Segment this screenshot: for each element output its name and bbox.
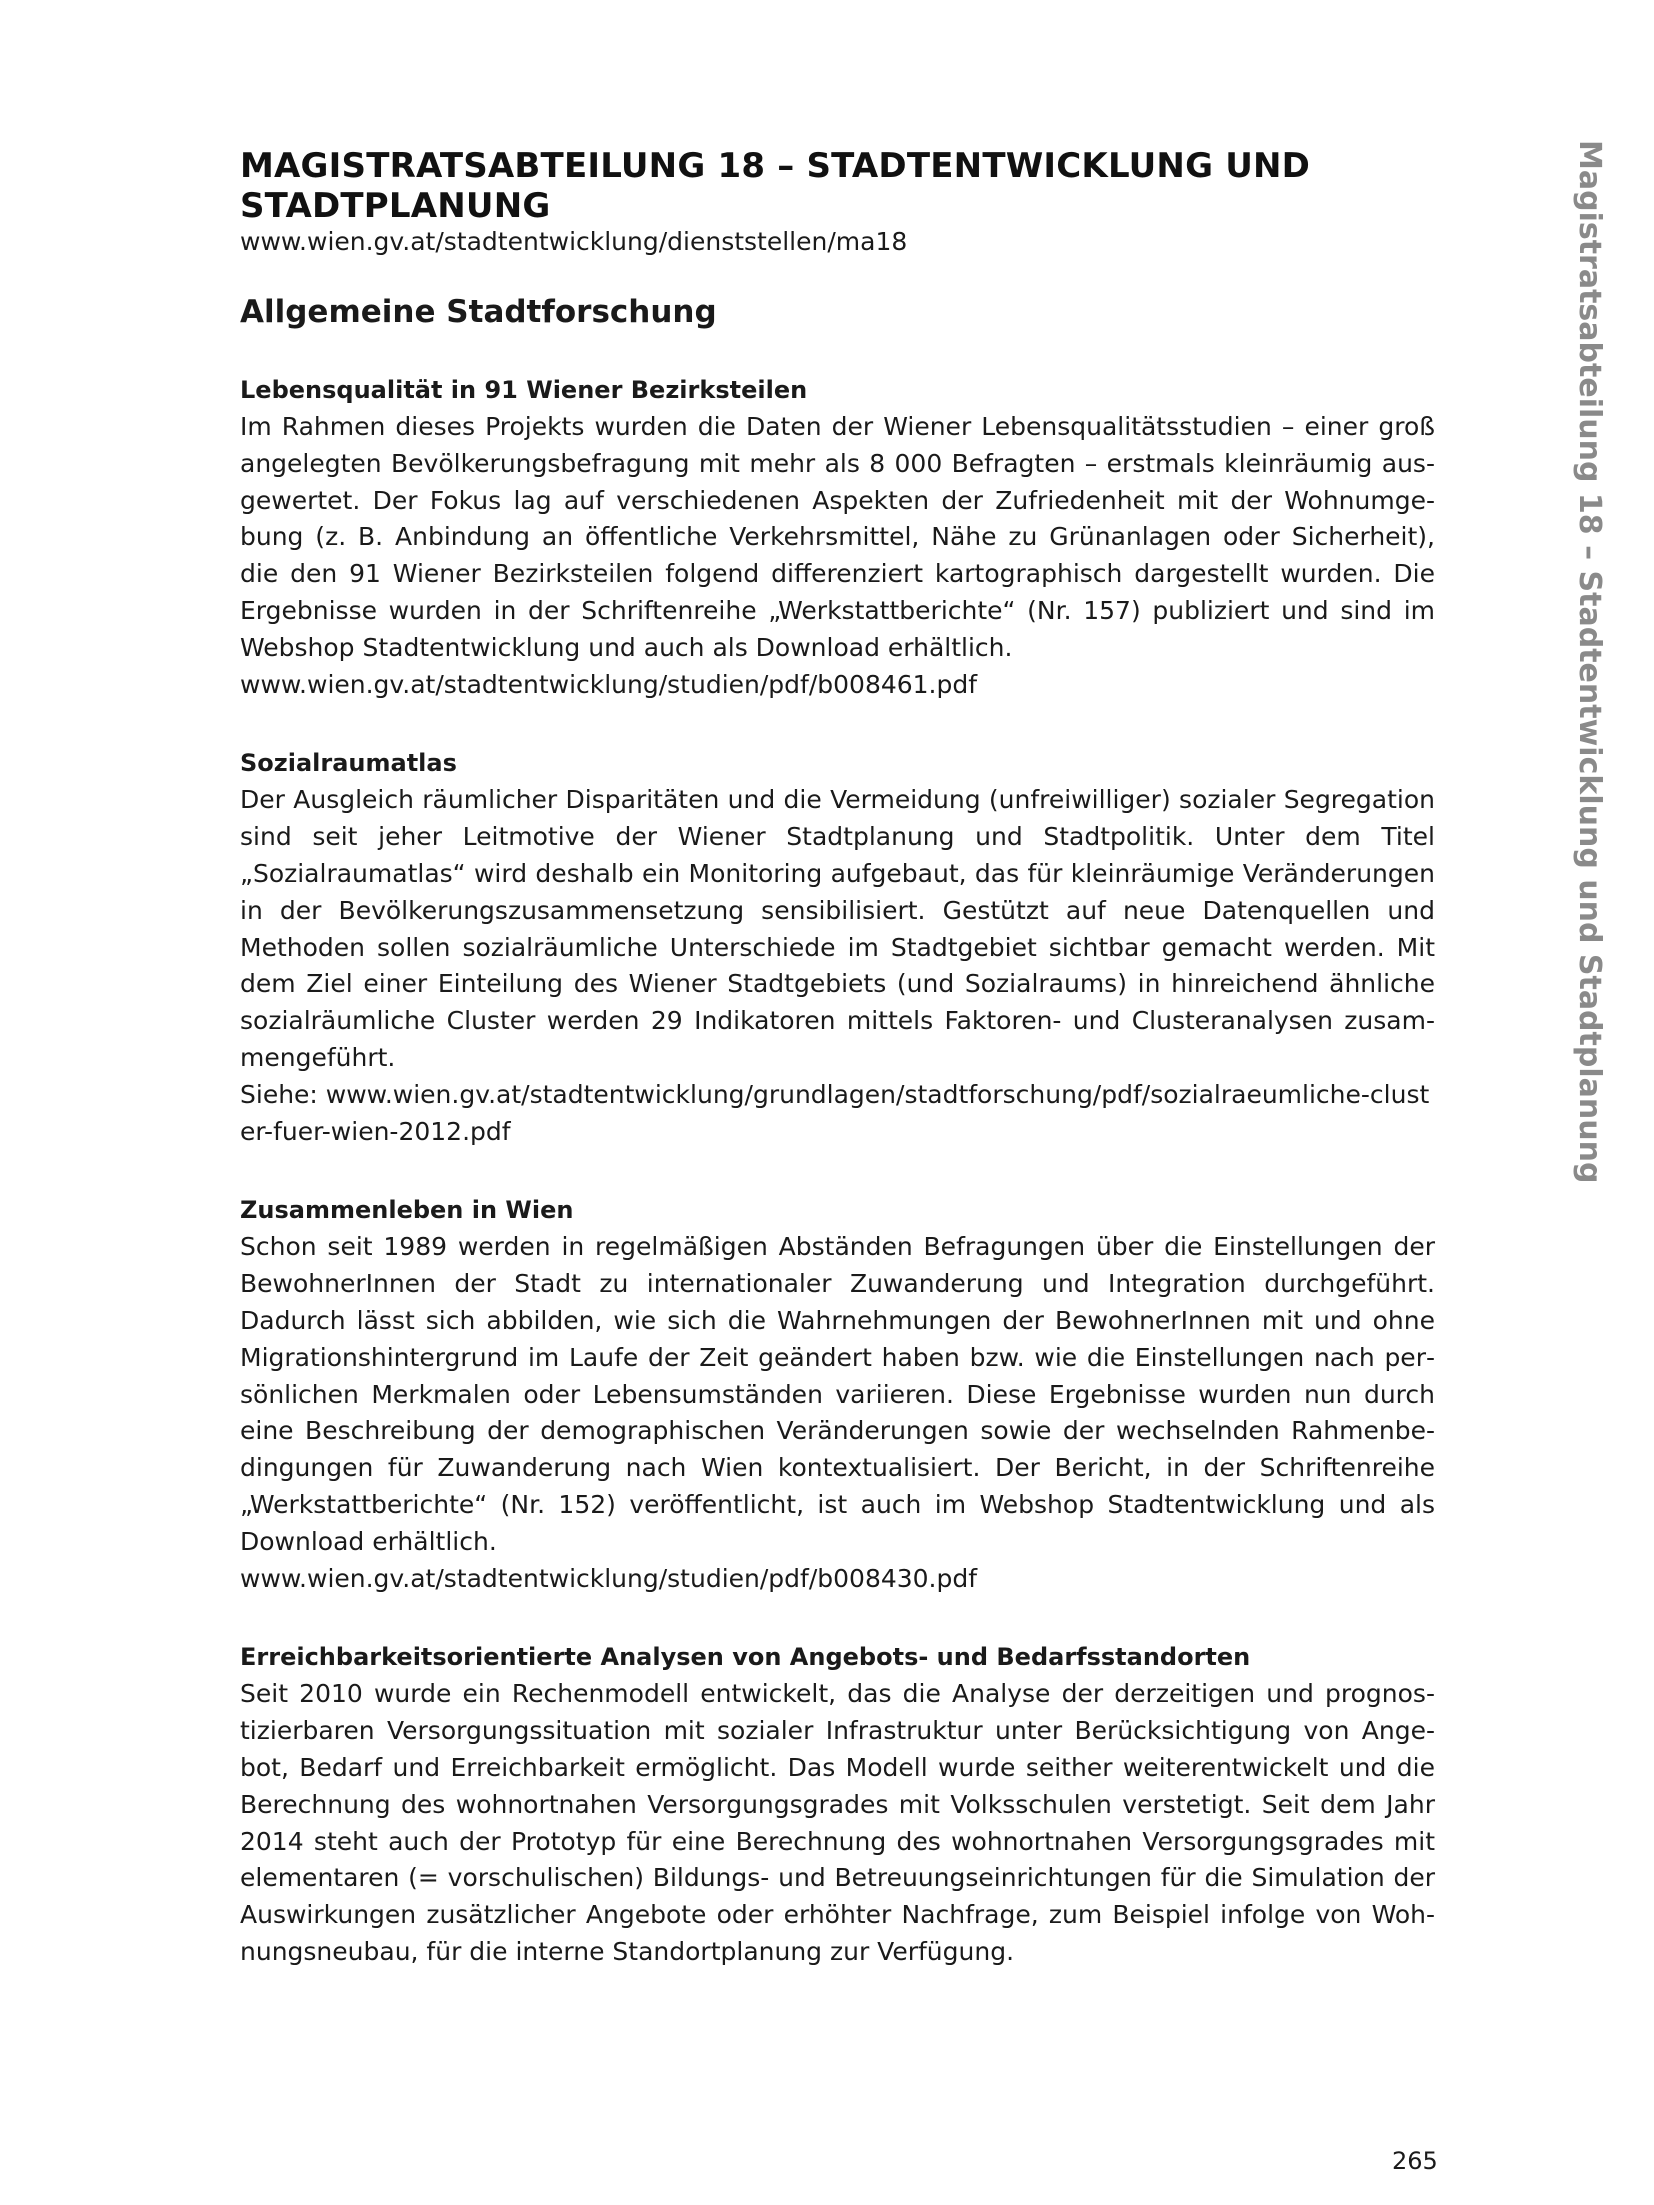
section-title: Allgemeine Stadtforschung [240,294,717,330]
article-link[interactable]: Siehe: www.wien.gv.at/stadtentwicklung/grundlagen/stadtforschung/pdf/sozialraeumliche-cluster-fuer-wien-2012.pdf [240,1079,1430,1146]
article-body: Seit 2010 wurde ein Rechenmodell entwickelt, das die Analyse der derzeitigen und prognostizierbaren Versorgungssituation mit sozialer Infrastruktur unter Berücksichtigung von Angebot, Bedarf und Erreichbarkeit ermöglicht. Das Modell wurde seither weiterentwickelt und die Berechnung des wohnortnahen Versorgungsgrades mit Volksschulen verstetigt. Seit dem Jahr 2014 steht auch der Prototyp für eine Berechnung des wohnortnahen Versorgungsgrades mit elementaren (= vorschulischen) Bildungs- und Betreuungseinrichtungen für die Simulation der Auswirkungen zusätzlicher Angebote oder erhöhter Nachfrage, zum Beispiel infolge von Wohnungsneubau, für die interne Standortplanung zur Verfügung. [240,1679,1435,1966]
department-title: MAGISTRATSABTEILUNG 18 – STADTENTWICKLUNG UND STADTPLANUNG [240,146,1311,226]
article-zusammenleben [240,1192,1435,1597]
article-title: Lebensqualität in 91 Wiener Bezirksteilen [240,376,808,404]
article-body: Im Rahmen dieses Projekts wurden die Daten der Wiener Lebensqualitätsstudien – einer groß angelegten Bevölkerungsbefragung mit mehr als 8 000 Befragten – erstmals kleinräumig ausgewertet. Der Fokus lag auf verschiedenen Aspekten der Zufriedenheit mit der Wohnumgebung (z. B. Anbindung an öffentliche Verkehrsmittel, Nähe zu Grünanlagen oder Sicherheit), die den 91 Wiener Bezirksteilen folgend differenziert kartographisch dargestellt wurden. Die Ergebnisse wurden in der Schriftenreihe „Werkstattberichte“ (Nr. 157) publiziert und sind im Webshop Stadtentwicklung und auch als Download erhältlich. [240,412,1435,662]
article-sozialraumatlas [240,745,1435,1150]
article-lebensqualitaet [240,372,1435,703]
side-running-title: Magistratsabteilung 18 – Stadtentwicklung und Stadtplanung [1572,140,1607,1184]
article-link[interactable]: www.wien.gv.at/stadtentwicklung/studien/pdf/b008461.pdf [240,669,978,699]
page-header [240,146,1440,258]
page-number: 265 [1392,2147,1438,2175]
article-title: Erreichbarkeitsorientierte Analysen von Angebots- und Bedarfsstandorten [240,1643,1251,1672]
department-url[interactable]: www.wien.gv.at/stadtentwicklung/dienststellen/ma18 [240,227,908,256]
article-title: Sozialraumatlas [240,749,457,778]
article-link[interactable]: www.wien.gv.at/stadtentwicklung/studien/pdf/b008430.pdf [240,1563,978,1593]
article-body: Schon seit 1989 werden in regelmäßigen Abständen Befragungen über die Einstellungen der BewohnerInnen der Stadt zu internationaler Zuwanderung und Integration durchgeführt. Dadurch lässt sich abbilden, wie sich die Wahrnehmungen der BewohnerInnen mit und ohne Migrationshintergrund im Laufe der Zeit geändert haben bzw. wie die Einstellungen nach persönlichen Merkmalen oder Lebensumständen variieren. Diese Ergebnisse wurden nun durch eine Beschreibung der demographischen Veränderungen sowie der wechselnden Rahmenbedingungen für Zuwanderung nach Wien kontextualisiert. Der Bericht, in der Schriftenreihe „Werkstattberichte“ (Nr. 152) veröffentlicht, ist auch im Webshop Stadtentwicklung und als Download erhältlich. [240,1232,1435,1556]
article-title: Zusammenleben in Wien [240,1196,574,1225]
article-body: Der Ausgleich räumlicher Disparitäten und die Vermeidung (unfreiwilliger) sozialer Segregation sind seit jeher Leitmotive der Wiener Stadtplanung und Stadtpolitik. Unter dem Titel „Sozialraumatlas“ wird deshalb ein Monitoring aufgebaut, das für kleinräumige Veränderungen in der Bevölkerungszusammensetzung sensibilisiert. Gestützt auf neue Datenquellen und Methoden sollen sozialräumliche Unterschiede im Stadtgebiet sichtbar gemacht werden. Mit dem Ziel einer Einteilung des Wiener Stadtgebiets (und Sozialraums) in hinreichend ähnliche sozialräumliche Cluster werden 29 Indikatoren mittels Faktoren- und Clusteranalysen zusammengeführt. [240,785,1435,1072]
article-list [240,372,1435,2013]
article-erreichbarkeit [240,1639,1435,1970]
